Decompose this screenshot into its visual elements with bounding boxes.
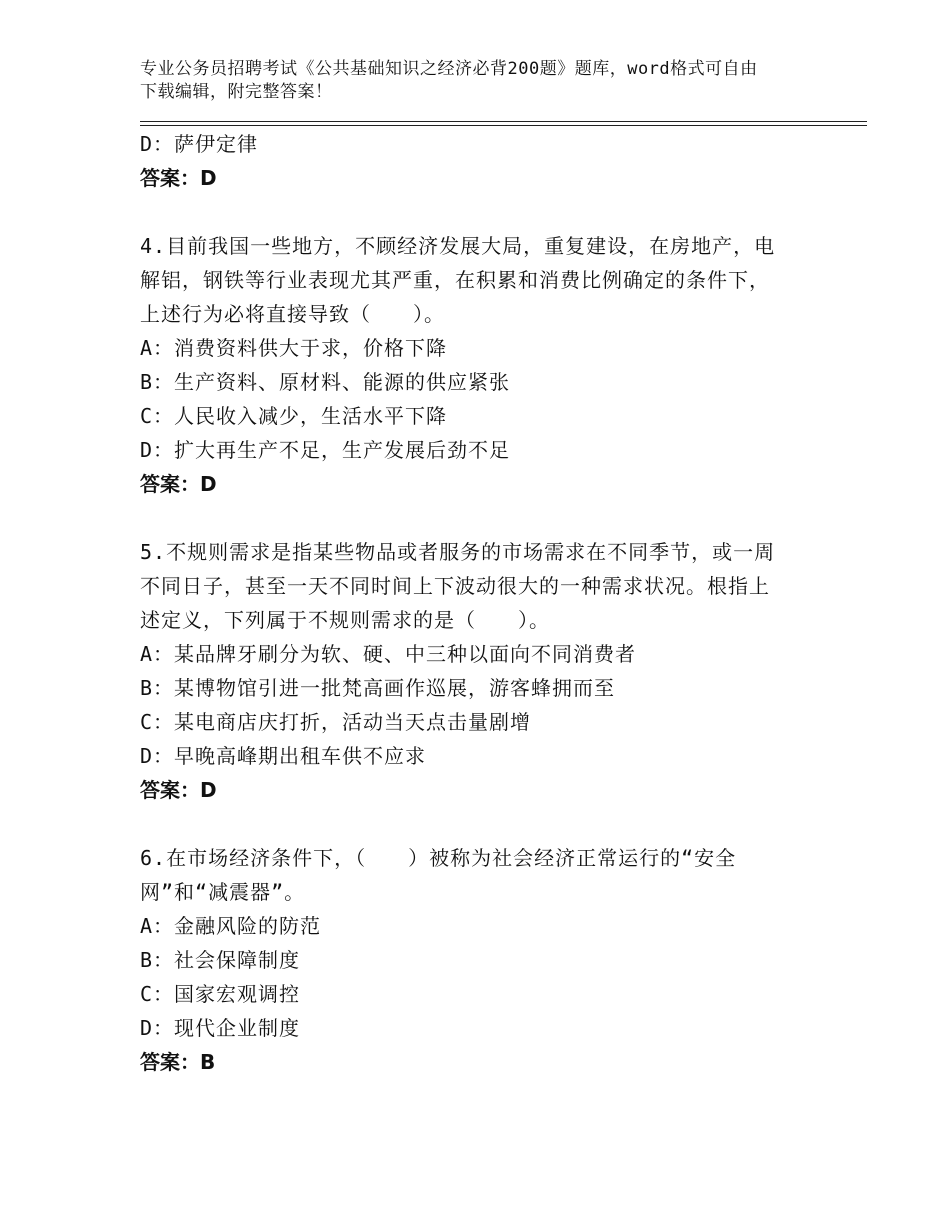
answer-line: 答案：B bbox=[140, 1050, 216, 1074]
question-stem-line: 4.目前我国一些地方，不顾经济发展大局，重复建设，在房地产，电 bbox=[140, 234, 776, 258]
header-line-1: 专业公务员招聘考试《公共基础知识之经济必背200题》题库，word格式可自由 bbox=[140, 59, 758, 79]
option-d: D：早晚高峰期出租车供不应求 bbox=[140, 744, 427, 768]
question-5 bbox=[140, 535, 820, 807]
question-3-tail bbox=[140, 127, 820, 195]
option-c: C：国家宏观调控 bbox=[140, 982, 301, 1006]
answer-line: 答案：D bbox=[140, 166, 217, 190]
option-b: B：生产资料、原材料、能源的供应紧张 bbox=[140, 370, 511, 394]
question-stem-line: 网”和“减震器”。 bbox=[140, 880, 306, 904]
spacer bbox=[140, 501, 820, 535]
spacer bbox=[140, 195, 820, 229]
option-b: B：某博物馆引进一批梵高画作巡展，游客蜂拥而至 bbox=[140, 676, 616, 700]
header-line-2: 下载编辑，附完整答案！ bbox=[140, 82, 333, 102]
document-header bbox=[140, 58, 820, 104]
question-stem-line: 述定义，下列属于不规则需求的是（ ）。 bbox=[140, 608, 550, 632]
question-stem-line: 上述行为必将直接导致（ ）。 bbox=[140, 302, 445, 326]
question-stem-line: 6.在市场经济条件下，（ ）被称为社会经济正常运行的“安全 bbox=[140, 846, 737, 870]
header-rule-top bbox=[140, 121, 867, 122]
question-stem-line: 5.不规则需求是指某些物品或者服务的市场需求在不同季节，或一周 bbox=[140, 540, 776, 564]
option-a: A：消费资料供大于求，价格下降 bbox=[140, 336, 448, 360]
question-4 bbox=[140, 229, 820, 501]
question-stem-line: 不同日子，甚至一天不同时间上下波动很大的一种需求状况。根指上 bbox=[140, 574, 770, 598]
option-c: C：人民收入减少，生活水平下降 bbox=[140, 404, 448, 428]
answer-line: 答案：D bbox=[140, 778, 217, 802]
question-6 bbox=[140, 841, 820, 1079]
option-b: B：社会保障制度 bbox=[140, 948, 301, 972]
header-rule-bottom bbox=[140, 125, 867, 126]
option-a: A：某品牌牙刷分为软、硬、中三种以面向不同消费者 bbox=[140, 642, 637, 666]
question-stem-line: 解铝，钢铁等行业表现尤其严重，在积累和消费比例确定的条件下， bbox=[140, 268, 770, 292]
spacer bbox=[140, 807, 820, 841]
option-d: D：萨伊定律 bbox=[140, 132, 259, 156]
option-d: D：扩大再生产不足，生产发展后劲不足 bbox=[140, 438, 511, 462]
answer-line: 答案：D bbox=[140, 472, 217, 496]
document-body bbox=[140, 127, 820, 1079]
option-d: D：现代企业制度 bbox=[140, 1016, 301, 1040]
option-c: C：某电商店庆打折，活动当天点击量剧增 bbox=[140, 710, 532, 734]
option-a: A：金融风险的防范 bbox=[140, 914, 322, 938]
